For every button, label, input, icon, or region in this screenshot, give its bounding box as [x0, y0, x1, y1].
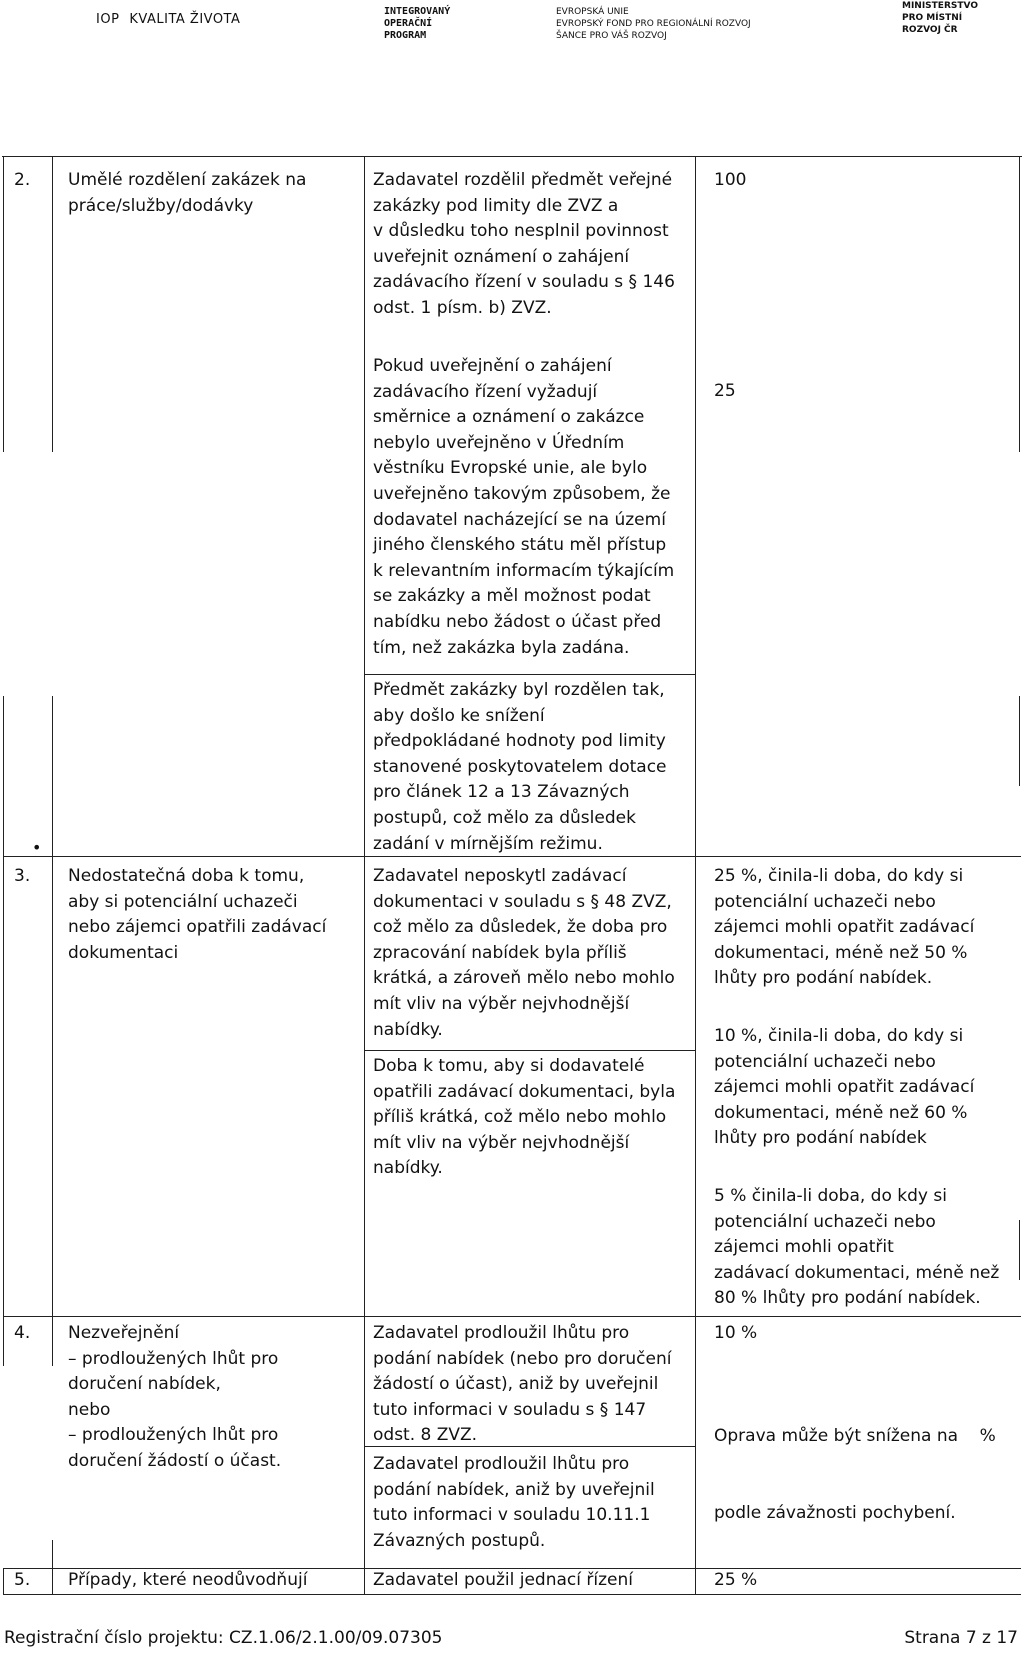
table-bottom-border — [3, 1594, 1021, 1595]
column-border — [3, 696, 4, 1366]
eu-line: EVROPSKÝ FOND PRO REGIONÁLNÍ ROZVOJ — [556, 19, 751, 29]
column-border — [3, 156, 4, 452]
program-line: PROGRAM — [384, 30, 427, 41]
row-description: Zadavatel prodloužil lhůtu pro podání nabídek, aniž by uveřejnil tuto informaci v souladu 10.11.1 Závazných postupů. — [373, 1454, 655, 1551]
row-description: Zadavatel rozdělil předmět veřejné zakázky pod limity dle ZVZ a v důsledku toho nesplnil povinnost uveřejnit oznámení o zahájení zadávacího řízení v souladu s § 146 odst. 1 písm. b) ZVZ. — [373, 170, 675, 318]
table-top-border — [2, 156, 1022, 157]
kvalita-zivota-label: KVALITA ŽIVOTA — [129, 12, 241, 27]
column-border — [1019, 156, 1020, 452]
column-border — [52, 696, 53, 1366]
column-border — [364, 156, 365, 1594]
row-description: Doba k tomu, aby si dodavatelé opatřili zadávací dokumentaci, byla příliš krátká, což mělo nebo mohlo mít vliv na výběr nejvhodnější nabídky. — [373, 1056, 676, 1179]
correction-value: 100 — [714, 170, 747, 190]
ministry-line: MINISTERSTVO — [902, 1, 978, 11]
bullet-mark: • — [32, 838, 42, 857]
row-title: Případy, které neodůvodňují — [68, 1570, 308, 1590]
row-description: Zadavatel použil jednací řízení — [373, 1570, 633, 1590]
row-title: Nezveřejnění – prodloužených lhůt pro doručení nabídek, nebo – prodloužených lhůt pro doručení žádostí o účast. — [68, 1323, 282, 1471]
row-title: Umělé rozdělení zakázek na práce/služby/dodávky — [68, 170, 307, 216]
eu-line: EVROPSKÁ UNIE — [556, 7, 629, 17]
column-border — [1019, 696, 1020, 786]
description-divider — [364, 674, 695, 675]
correction-value: 10 %, činila-li doba, do kdy si potenciální uchazeči nebo zájemci mohli opatřit zadávací dokumentaci, méně než 60 % lhůty pro podání nabídek — [714, 1026, 975, 1149]
correction-value: 25 — [714, 381, 736, 401]
row-number: 5. — [14, 1570, 31, 1590]
row-title: Nedostatečná doba k tomu, aby si potenciální uchazeči nebo zájemci opatřili zadávací dokumentaci — [68, 866, 327, 963]
page-number: Strana 7 z 17 — [904, 1628, 1018, 1648]
column-border — [1019, 1220, 1020, 1280]
program-line: INTEGROVANÝ — [384, 6, 451, 17]
row-description: Zadavatel neposkytl zadávací dokumentaci v souladu s § 48 ZVZ, což mělo za důsledek, že doba pro zpracování nabídek byla příliš krátká, a zároveň mělo nebo mohlo mít vliv na výběr nejvhodnější nabídky. — [373, 866, 675, 1040]
correction-value: 25 % — [714, 1570, 758, 1590]
correction-value: 10 % — [714, 1323, 758, 1343]
row-number: 3. — [14, 866, 31, 886]
iop-label: IOP — [96, 12, 120, 27]
eu-line: ŠANCE PRO VÁŠ ROZVOJ — [556, 31, 667, 41]
column-border — [3, 1568, 4, 1594]
ministry-line: ROZVOJ ČR — [902, 25, 958, 35]
description-divider — [364, 1050, 695, 1051]
row-number: 4. — [14, 1323, 31, 1343]
row-description: Pokud uveřejnění o zahájení zadávacího řízení vyžadují směrnice a oznámení o zakázce nebylo uveřejněno v Úředním věstníku Evropské unie, ale bylo uveřejněno takovým způsobem, že dodavatel nacházející se na území jiného členského státu měl přístup k relevantním informacím týkajícím se zakázky a měl možnost podat nabídku nebo žádost o účast před tím, než zakázka byla zadána. — [373, 356, 675, 658]
correction-value: Oprava může být snížena na % podle závažnosti pochybení. — [714, 1426, 996, 1523]
column-border — [52, 1540, 53, 1594]
correction-value: 25 %, činila-li doba, do kdy si potenciální uchazeči nebo zájemci mohli opatřit zadávací dokumentaci, méně než 50 % lhůty pro podání nabídek. — [714, 866, 975, 989]
program-line: OPERAČNÍ — [384, 18, 433, 29]
row-number: 2. — [14, 170, 31, 190]
row-description: Zadavatel prodloužil lhůtu pro podání nabídek (nebo pro doručení žádostí o účast), aniž by uveřejnil tuto informaci v souladu s § 147 odst. 8 ZVZ. — [373, 1323, 672, 1446]
column-border — [52, 156, 53, 452]
project-registration-number: Registrační číslo projektu: CZ.1.06/2.1.00/09.07305 — [4, 1628, 443, 1648]
ministry-line: PRO MÍSTNÍ — [902, 13, 963, 23]
column-border — [695, 156, 696, 1594]
row-description: Předmět zakázky byl rozdělen tak, aby došlo ke snížení předpokládané hodnoty pod limity stanovené poskytovatelem dotace pro článek 12 a 13 Závazných postupů, což mělo za důsledek zadání v mírnějším režimu. — [373, 680, 667, 854]
correction-value: 5 % činila-li doba, do kdy si potenciální uchazeči nebo zájemci mohli opatřit zadávací dokumentaci, méně než 80 % lhůty pro podání nabídek. — [714, 1186, 1000, 1309]
row-divider — [3, 1316, 1021, 1317]
